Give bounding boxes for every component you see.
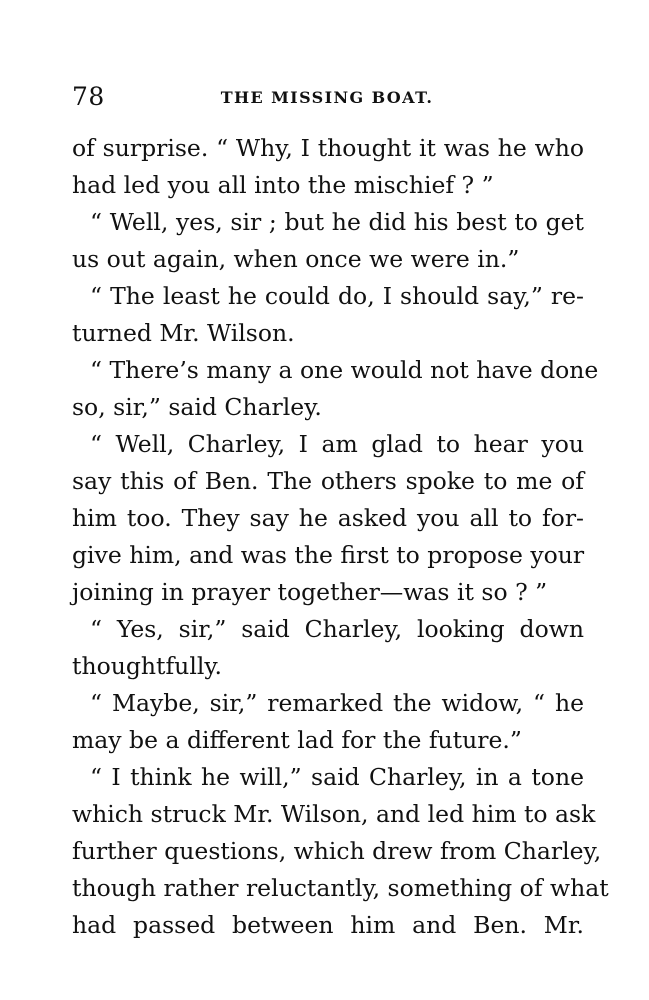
- text-line: him too. They say he asked you all to for-: [72, 504, 584, 532]
- text-line: thoughtfully.: [72, 652, 222, 680]
- text-line: had led you all into the mischief ? ”: [72, 171, 494, 199]
- text-line: further questions, which drew from Charley,: [72, 837, 602, 865]
- text-line: “ There’s many a one would not have done: [90, 356, 599, 384]
- text-line: say this of Ben. The others spoke to me of: [72, 467, 584, 495]
- text-line: us out again, when once we were in.”: [72, 245, 520, 273]
- text-line: may be a different lad for the future.”: [72, 726, 522, 754]
- text-line: “ Maybe, sir,” remarked the widow, “ he: [90, 689, 584, 717]
- text-line: “ The least he could do, I should say,” re-: [90, 282, 584, 310]
- page-number: 78: [72, 82, 105, 111]
- page-header: [72, 82, 582, 114]
- text-line: so, sir,” said Charley.: [72, 393, 322, 421]
- text-line: “ Well, yes, sir ; but he did his best to get: [90, 208, 584, 236]
- running-title: THE MISSING BOAT.: [220, 88, 434, 107]
- text-line: give him, and was the first to propose your: [72, 541, 585, 569]
- text-line: “ Yes, sir,” said Charley, looking down: [90, 615, 584, 643]
- body-text: [72, 130, 609, 944]
- text-line: turned Mr. Wilson.: [72, 319, 295, 347]
- text-line: though rather reluctantly, something of what: [72, 874, 609, 902]
- text-line: which struck Mr. Wilson, and led him to ask: [72, 800, 596, 828]
- text-line: joining in prayer together—was it so ? ”: [72, 578, 548, 606]
- text-line: “ Well, Charley, I am glad to hear you: [90, 430, 584, 458]
- text-line: “ I think he will,” said Charley, in a tone: [90, 763, 584, 791]
- text-line: of surprise. “ Why, I thought it was he who: [72, 134, 584, 162]
- text-line: had passed between him and Ben. Mr.: [72, 911, 584, 939]
